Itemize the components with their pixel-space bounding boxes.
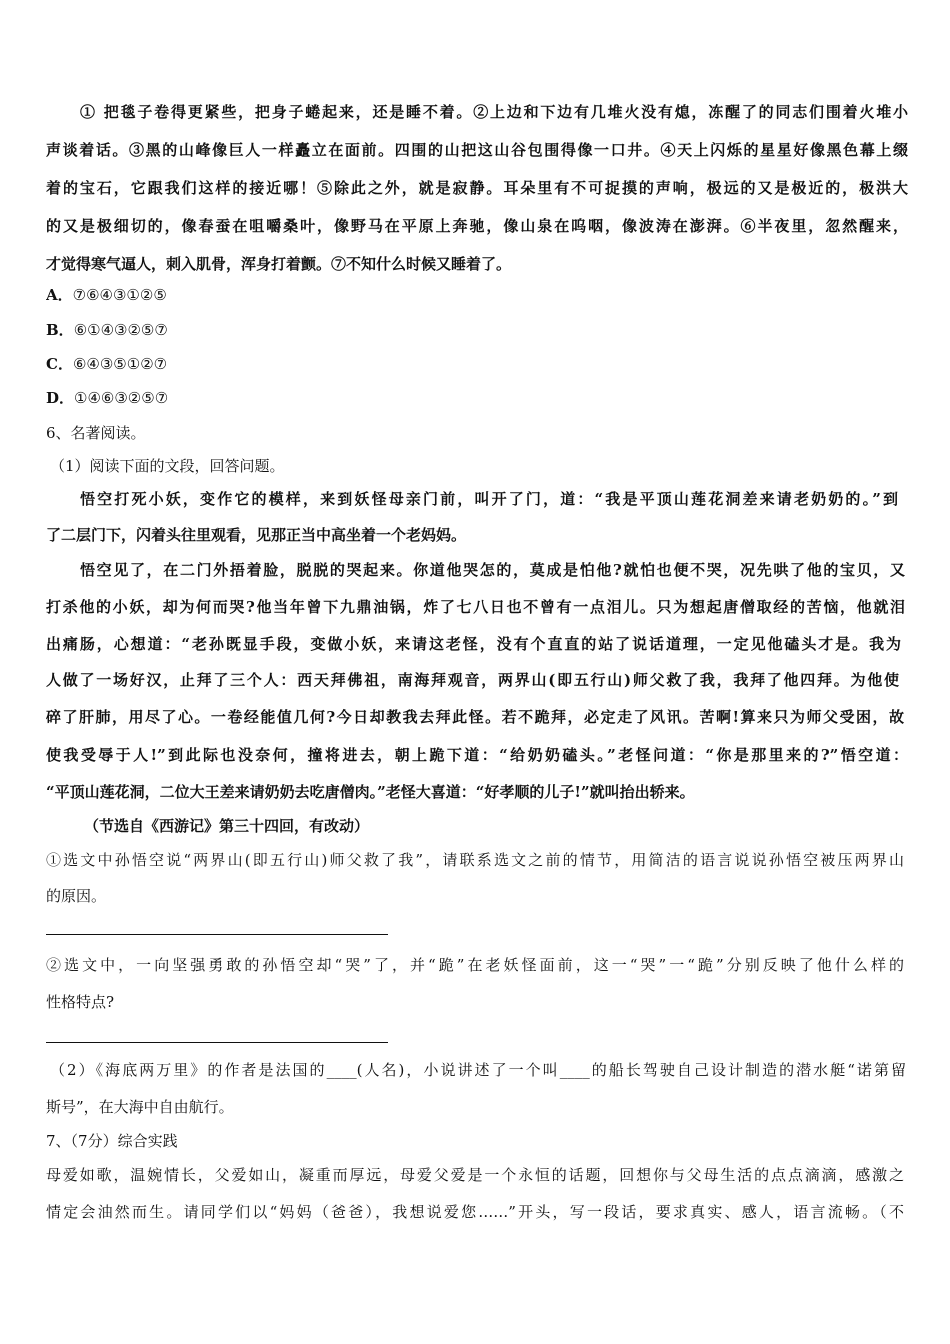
q6-source: （节选自《西游记》第三十四回，有改动） [84, 817, 370, 835]
q6-title: 6、名著阅读。 [46, 424, 146, 442]
q5-passage-line-1: ① 把毯子卷得更紧些，把身子蜷起来，还是睡不着。②上边和下边有几堆火没有熄，冻醒了的同志们围着火堆小 [80, 103, 908, 121]
q5-passage-line-3: 着的宝石，它跟我们这样的接近哪！⑤除此之外，就是寂静。耳朵里有不可捉摸的声响，极远的又是极近的，极洪大 [46, 179, 908, 197]
q6-para2-line-2: 打杀他的小妖，却为何而哭?他当年曾下九鼎油锅，炸了七八日也不曾有一点泪儿。只为想起唐僧取经的苦恼，他就泪 [46, 598, 905, 616]
option-text: ⑦⑥④③①②⑤ [72, 286, 167, 304]
option-label: C． [46, 355, 73, 373]
q5-passage-line-5: 才觉得寒气逼人，刺入肌骨，浑身打着颤。⑦不知什么时候又睡着了。 [46, 255, 512, 273]
q5-option-c [46, 354, 908, 374]
option-text: ①④⑥③②⑤⑦ [74, 389, 169, 407]
q5-option-a [46, 285, 908, 305]
q6-sub2-line-2: 性格特点? [46, 993, 115, 1011]
q5-option-d [46, 388, 908, 408]
q6-sub1-line-1: ①选文中孙悟空说“两界山(即五行山)师父救了我”，请联系选文之前的情节，用简洁的语言说说孙悟空被压两界山 [46, 851, 904, 869]
q6-para1-line-2: 了二层门下，闪着头往里观看，见那正当中高坐着一个老妈妈。 [46, 526, 467, 544]
q6-para2-line-7: “平顶山莲花洞，二位大王差来请奶奶去吃唐僧肉。”老怪大喜道：“好孝顺的儿子!”就叫抬出轿来。 [46, 783, 695, 801]
q5-passage-line-4: 的又是极细切的，像春蚕在咀嚼桑叶，像野马在平原上奔驰，像山泉在呜咽，像波涛在澎湃。⑥半夜里，忽然醒来， [46, 217, 908, 235]
option-label: D． [46, 389, 75, 407]
q6-sub2-answer-line[interactable] [46, 1042, 388, 1043]
option-text: ⑥①④③②⑤⑦ [73, 321, 168, 339]
q6-para2-line-6: 使我受辱于人!”到此际也没奈何，撞将进去，朝上跪下道：“给奶奶磕头。”老怪问道：“你是那里来的?”悟空道： [46, 746, 908, 764]
q6-para2-line-1: 悟空见了，在二门外捂着脸，脱脱的哭起来。你道他哭怎的，莫成是怕他?就怕也便不哭，况先哄了他的宝贝，又 [80, 561, 905, 579]
q6-sub1-line-2: 的原因。 [46, 887, 107, 905]
option-label: A． [46, 286, 73, 304]
q6-sub2-line-1: ②选文中，一向坚强勇敢的孙悟空却“哭”了，并“跪”在老妖怪面前，这一“哭”一“跪”分别反映了他什么样的 [46, 956, 904, 974]
q6-para1-line-1: 悟空打死小妖，变作它的模样，来到妖怪母亲门前，叫开了门，道：“我是平顶山莲花洞差来请老奶奶的。”到 [80, 490, 898, 508]
q7-line-2: 情定会油然而生。请同学们以“妈妈（爸爸），我想说爱您……”开头，写一段话，要求真实、感人，语言流畅。（不 [46, 1203, 904, 1221]
q6-para2-line-4: 人做了一场好汉，止拜了三个人：西天拜佛祖，南海拜观音，两界山(即五行山)师父救了我，我拜了他四拜。为他使 [46, 671, 899, 689]
q6-sub1-answer-line[interactable] [46, 934, 388, 935]
q7-line-1: 母爱如歌，温婉情长，父爱如山，凝重而厚远，母爱父爱是一个永恒的话题，回想你与父母生活的点点滴滴，感激之 [46, 1166, 904, 1184]
q6-part2-line-2: 斯号”，在大海中自由航行。 [46, 1098, 234, 1116]
q5-passage-line-2: 声谈着话。③黑的山峰像巨人一样矗立在面前。四围的山把这山谷包围得像一口井。④天上闪烁的星星好像黑色幕上缀 [46, 141, 908, 159]
q5-option-b [46, 320, 908, 340]
q6-para2-line-3: 出痛肠，心想道：“老孙既显手段，变做小妖，来请这老怪，没有个直直的站了说话道理，一定见他磕头才是。我为 [46, 635, 901, 653]
q6-part1-title: （1）阅读下面的文段，回答问题。 [50, 457, 285, 475]
option-label: B． [46, 321, 74, 339]
option-text: ⑥④③⑤①②⑦ [72, 355, 168, 373]
q7-title: 7、（7分）综合实践 [46, 1132, 178, 1150]
q6-para2-line-5: 碎了肝肺，用尽了心。一卷经能值几何?今日却教我去拜此怪。若不跪拜，必定走了风讯。苦啊!算来只为师父受困，故 [46, 708, 904, 726]
q6-part2-line-1: （2）《海底两万里》的作者是法国的____(人名)，小说讲述了一个叫____的船长驾驶自己设计制造的潜水艇“诺第留 [50, 1061, 906, 1079]
